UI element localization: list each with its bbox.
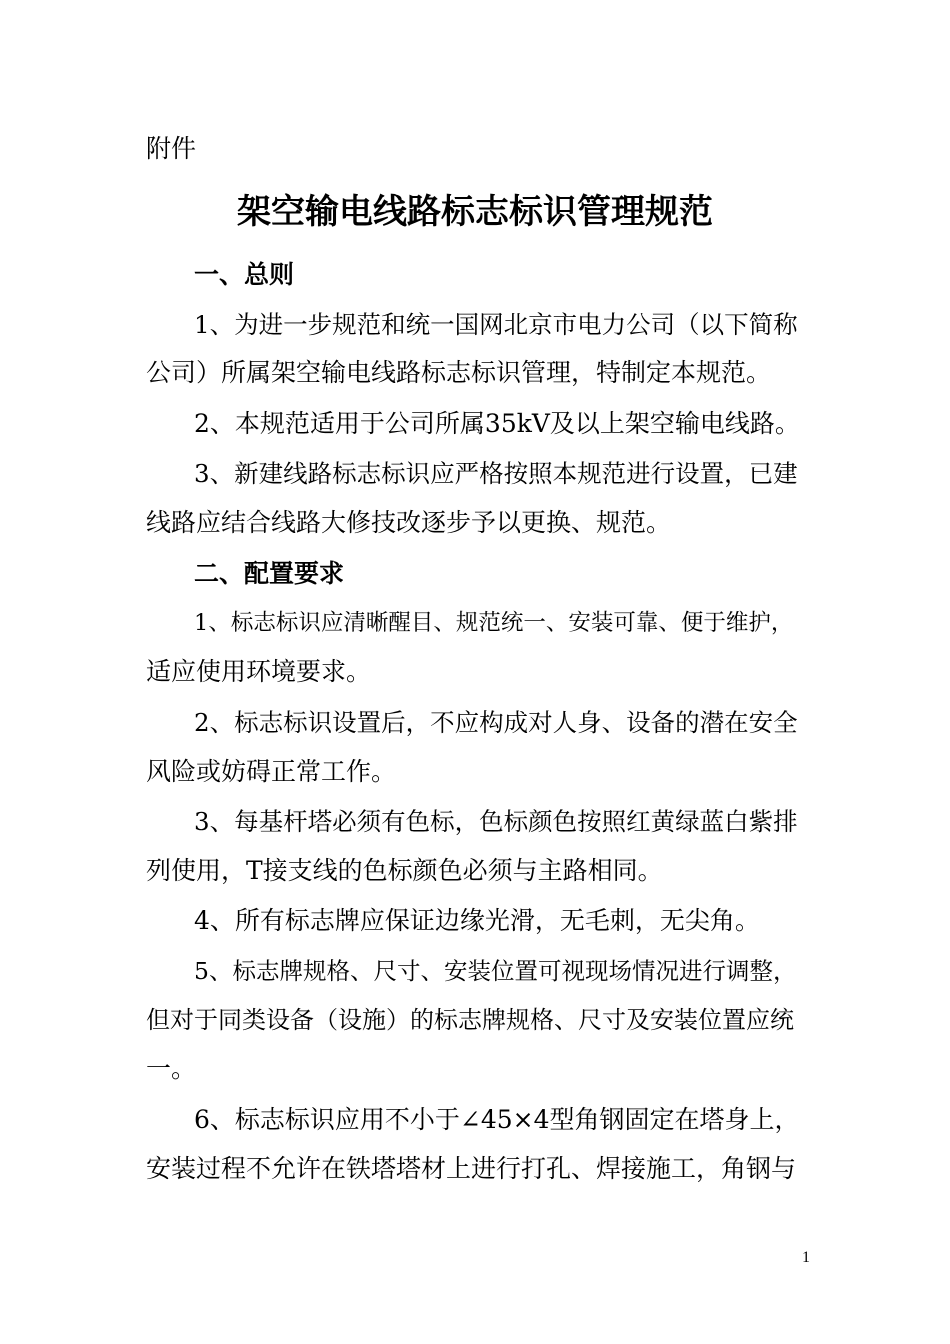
paragraph-line: 安装过程不允许在铁塔塔材上进行打孔、焊接施工，角钢与 (146, 1154, 797, 1183)
paragraph-line: 3、新建线路标志标识应严格按照本规范进行设置，已建 (194, 459, 798, 488)
section-heading-configuration: 二、配置要求 (194, 559, 345, 588)
paragraph-line: 1、为进一步规范和统一国网北京市电力公司（以下简称 (194, 310, 798, 339)
paragraph-line: 但对于同类设备（设施）的标志牌规格、尺寸及安装位置应统 (146, 1006, 794, 1034)
paragraph-line: 4、所有标志牌应保证边缘光滑，无毛刺，无尖角。 (194, 906, 760, 935)
paragraph-line: 列使用，T接支线的色标颜色必须与主路相同。 (146, 856, 663, 885)
paragraph-line: 线路应结合线路大修技改逐步予以更换、规范。 (146, 508, 672, 537)
paragraph-line: 5、标志牌规格、尺寸、安装位置可视现场情况进行调整， (194, 957, 797, 985)
paragraph-line: 6、标志标识应用不小于∠45×4型角钢固定在塔身上， (194, 1105, 800, 1134)
section-heading-general: 一、总则 (194, 260, 295, 289)
paragraph-line: 1、标志标识应清晰醒目、规范统一、安装可靠、便于维护， (194, 610, 794, 636)
paragraph-line: 风险或妨碍正常工作。 (146, 757, 397, 786)
attachment-label: 附件 (146, 134, 197, 163)
paragraph-line: 适应使用环境要求。 (146, 657, 372, 686)
paragraph-line: 公司）所属架空输电线路标志标识管理，特制定本规范。 (146, 358, 772, 387)
paragraph-line: 一。 (146, 1054, 197, 1083)
page-number: 1 (802, 1249, 810, 1266)
paragraph-line: 2、标志标识设置后，不应构成对人身、设备的潜在安全 (194, 708, 798, 737)
document-title: 架空输电线路标志标识管理规范 (237, 192, 713, 232)
paragraph-line: 3、每基杆塔必须有色标，色标颜色按照红黄绿蓝白紫排 (194, 807, 798, 836)
paragraph-line: 2、本规范适用于公司所属35kV及以上架空输电线路。 (194, 409, 800, 438)
